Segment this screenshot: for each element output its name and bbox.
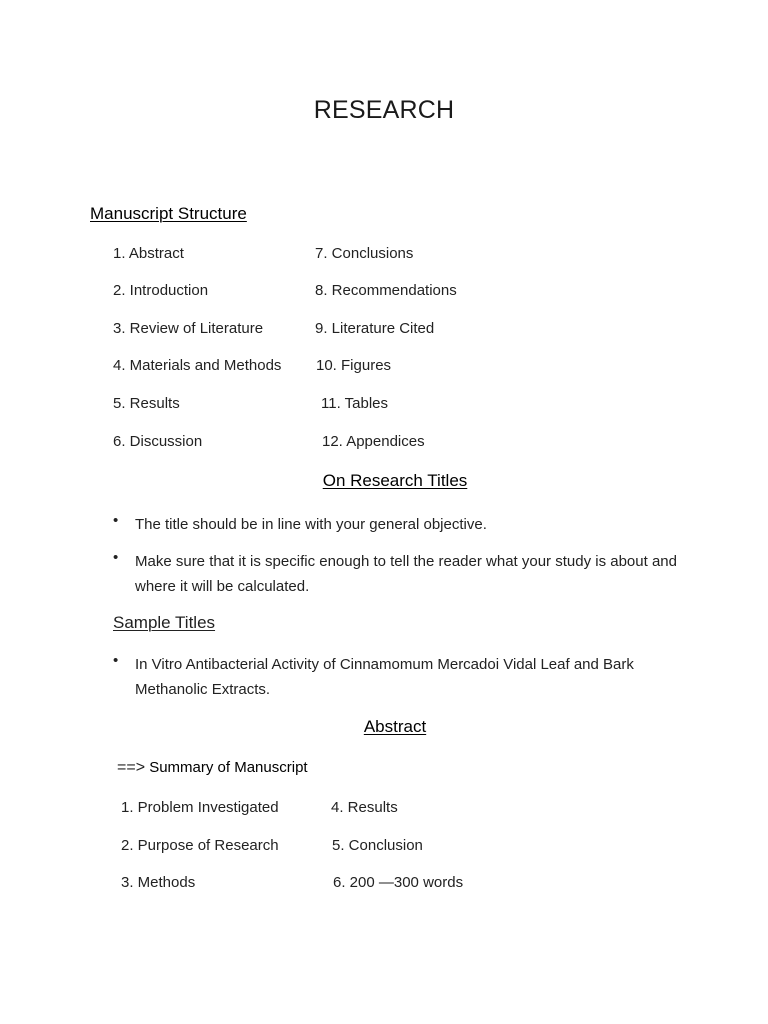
abstract-heading: Abstract (363, 717, 427, 736)
structure-item-discussion: 6. Discussion (113, 433, 203, 450)
bullet-icon: • (113, 652, 119, 669)
abstract-item-methods: 3. Methods (121, 874, 196, 891)
document-title: RESEARCH (313, 96, 455, 124)
sample-titles-heading: Sample Titles (113, 613, 216, 632)
manuscript-structure-heading: Manuscript Structure (90, 204, 247, 223)
abstract-item-problem-investigated: 1. Problem Investigated (121, 799, 279, 816)
bullet-icon: • (113, 512, 119, 529)
structure-item-tables: 11. Tables (321, 395, 388, 412)
abstract-item-word-count: 6. 200 —300 words (333, 874, 464, 891)
list-item (113, 512, 693, 538)
abstract-item-purpose-of-research: 2. Purpose of Research (121, 837, 279, 854)
structure-item-recommendations: 8. Recommendations (315, 282, 457, 299)
structure-item-materials-and-methods: 4. Materials and Methods (113, 357, 282, 374)
bullet-icon: • (113, 549, 119, 566)
structure-item-figures: 10. Figures (316, 357, 392, 374)
structure-item-literature-cited: 9. Literature Cited (315, 320, 435, 337)
summary-line (117, 759, 308, 777)
bullet-text: The title should be in line with your general objective. (135, 516, 487, 533)
structure-item-review-of-literature: 3. Review of Literature (113, 320, 264, 337)
abstract-item-conclusion: 5. Conclusion (332, 837, 423, 854)
structure-item-appendices: 12. Appendices (322, 433, 425, 450)
arrow-icon: ==> (117, 759, 146, 776)
list-item (113, 549, 693, 599)
list-item (113, 652, 693, 702)
structure-item-abstract: 1. Abstract (113, 245, 184, 262)
structure-item-results: 5. Results (113, 395, 180, 412)
summary-label: Summary of Manuscript (149, 759, 308, 776)
bullet-text: Make sure that it is specific enough to tell the reader what your study is about and where it will be calculated. (135, 553, 677, 595)
structure-item-conclusions: 7. Conclusions (315, 245, 414, 262)
abstract-item-results: 4. Results (331, 799, 398, 816)
structure-item-introduction: 2. Introduction (113, 282, 209, 299)
bullet-text: In Vitro Antibacterial Activity of Cinnamomum Mercadoi Vidal Leaf and Bark Methanolic Extracts. (135, 656, 634, 698)
research-titles-heading: On Research Titles (322, 471, 468, 490)
